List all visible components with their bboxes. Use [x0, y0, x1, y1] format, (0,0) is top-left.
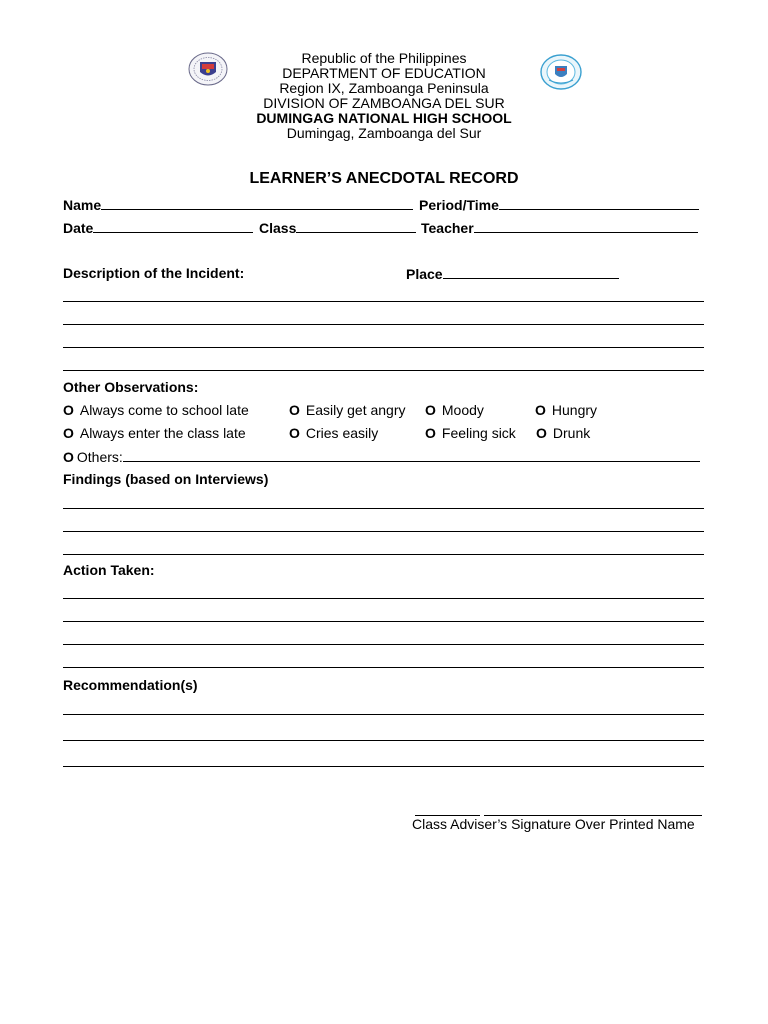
description-line[interactable]	[63, 347, 704, 348]
observation-option[interactable]: O Always come to school late	[63, 402, 249, 418]
header-republic: Republic of the Philippines	[301, 50, 467, 66]
period-time-label: Period/Time	[419, 197, 499, 213]
recommendation-line[interactable]	[63, 740, 704, 741]
recommendation-heading: Recommendation(s)	[63, 677, 198, 693]
action-line[interactable]	[63, 644, 704, 645]
observation-option[interactable]: O Feeling sick	[425, 425, 516, 441]
observation-option[interactable]: O Moody	[425, 402, 484, 418]
date-field[interactable]	[63, 219, 253, 236]
page-title: LEARNER’S ANECDOTAL RECORD	[249, 170, 519, 187]
name-label: Name	[63, 197, 102, 213]
findings-line[interactable]	[63, 508, 704, 509]
others-label: Others:	[76, 449, 123, 465]
recommendation-line[interactable]	[63, 714, 704, 715]
header-school: DUMINGAG NATIONAL HIGH SCHOOL	[256, 110, 512, 126]
name-field[interactable]	[63, 196, 413, 213]
action-taken-heading: Action Taken:	[63, 562, 155, 578]
class-label: Class	[259, 220, 297, 236]
observation-option[interactable]: O Cries easily	[289, 425, 379, 441]
place-label: Place	[406, 266, 443, 282]
findings-heading: Findings (based on Interviews)	[63, 471, 269, 487]
header-address: Dumingag, Zamboanga del Sur	[286, 125, 482, 141]
action-line[interactable]	[63, 621, 704, 622]
others-field[interactable]: O Others:	[63, 448, 700, 465]
teacher-label: Teacher	[421, 220, 474, 236]
description-line[interactable]	[63, 301, 704, 302]
class-field[interactable]	[259, 219, 416, 236]
description-label: Description of the Incident:	[63, 265, 245, 281]
recommendation-line[interactable]	[63, 766, 704, 767]
observation-option[interactable]: O Always enter the class late	[63, 425, 246, 441]
observation-option[interactable]: O Drunk	[536, 425, 591, 441]
date-label: Date	[63, 220, 94, 236]
place-field[interactable]	[406, 265, 619, 282]
header-department: DEPARTMENT OF EDUCATION	[282, 65, 486, 81]
teacher-field[interactable]	[421, 219, 698, 236]
description-line[interactable]	[63, 370, 704, 371]
period-time-field[interactable]	[419, 196, 699, 213]
description-line[interactable]	[63, 324, 704, 325]
header-division: DIVISION OF ZAMBOANGA DEL SUR	[263, 95, 505, 111]
observation-option[interactable]: O Easily get angry	[289, 402, 406, 418]
findings-line[interactable]	[63, 554, 704, 555]
signature-caption: Class Adviser’s Signature Over Printed Name	[412, 816, 695, 832]
header-region: Region IX, Zamboanga Peninsula	[279, 80, 489, 96]
action-line[interactable]	[63, 667, 704, 668]
findings-line[interactable]	[63, 531, 704, 532]
observation-option[interactable]: O Hungry	[535, 402, 598, 418]
action-line[interactable]	[63, 598, 704, 599]
other-observations-heading: Other Observations:	[63, 379, 199, 395]
